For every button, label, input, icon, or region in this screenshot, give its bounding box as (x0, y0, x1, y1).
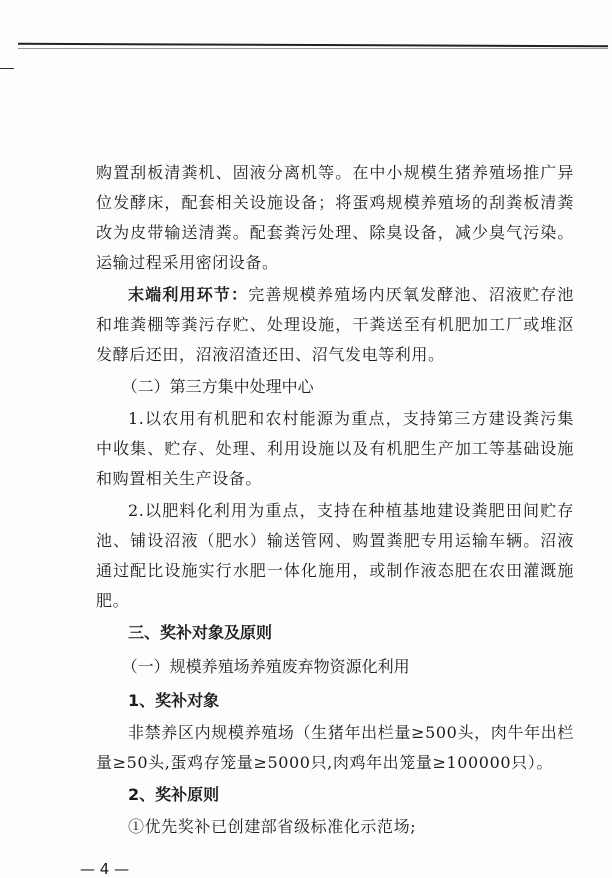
heading-principle: 2、奖补原则 (128, 785, 220, 804)
paragraph-principle-1: ①优先奖补已创建部省级标准化示范场; (128, 817, 417, 836)
paragraph-equipment: 购置刮板清粪机、固液分离机等。在中小规模生猪养殖场推广异位发酵床，配套相关设施设备；将蛋鸡规模养殖场的刮粪板清粪改为皮带输送清粪。配套粪污处理、除臭设备，减少臭气污染。运输过程采用密闭设备。 (96, 163, 574, 272)
header-rule (18, 43, 608, 48)
end-use-text: 完善规模养殖场内厌氧发酵池、沼液贮存池和堆粪棚等粪污存贮、处理设施，干粪送至有机肥加工厂或堆沤发酵后还田，沼液沼渣还田、沼气发电等利用。 (96, 285, 574, 364)
paragraph-item-2: 2.以肥料化利用为重点，支持在种植基地建设粪肥田间贮存池、铺设沼液（肥水）输送管网、购置粪肥专用运输车辆。沼液通过配比设施实行水肥一体化施用，或制作液态肥在农田灌溉施肥。 (96, 501, 574, 610)
paragraph-end-use (96, 280, 574, 370)
heading-third-party: （二）第三方集中处理中心 (121, 377, 314, 396)
header-rule-thin (18, 48, 608, 49)
heading-section-3: 三、奖补对象及原则 (128, 623, 273, 642)
heading-target: 1、奖补对象 (128, 691, 220, 710)
document-body (96, 158, 574, 842)
paragraph-target: 非禁养区内规模养殖场（生猪年出栏量≥500头，肉牛年出栏量≥50头,蛋鸡存笼量≥5000只,肉鸡年出笼量≥100000只）。 (96, 723, 574, 772)
page-number: — 4 — (80, 860, 130, 878)
paragraph-item-1: 1.以农用有机肥和农村能源为重点，支持第三方建设粪污集中收集、贮存、处理、利用设施以及有机肥生产加工等基础设施和购置相关生产设备。 (96, 409, 574, 488)
end-use-label: 末端利用环节： (128, 285, 249, 304)
heading-subsection-1: （一）规模养殖场养殖废弃物资源化利用 (121, 657, 410, 676)
margin-mark (0, 68, 14, 69)
